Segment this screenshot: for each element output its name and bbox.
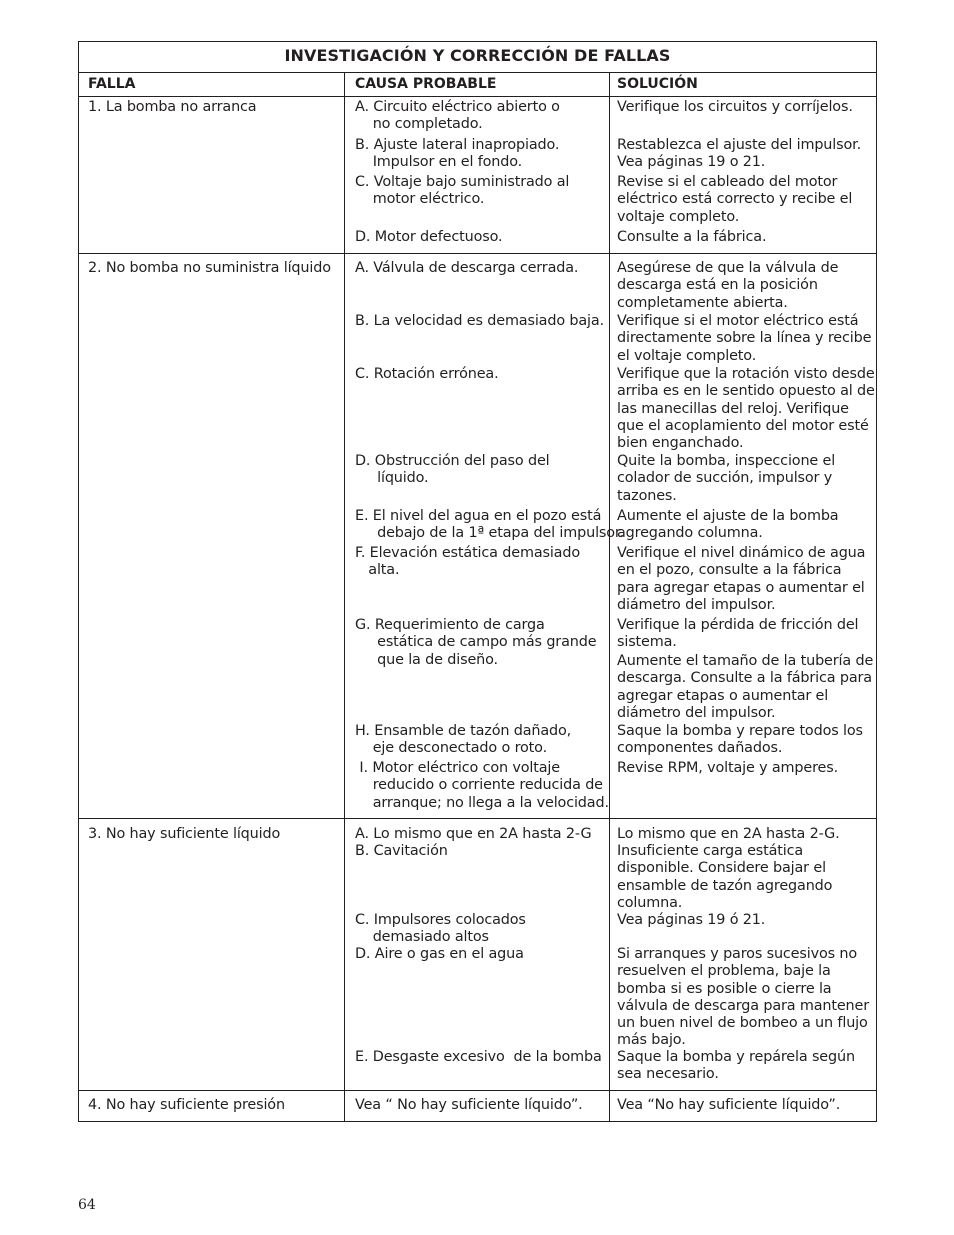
header-falla: FALLA — [88, 76, 136, 92]
solucion-item: Si arranques y paros sucesivos no resuelven el problema, baje la bomba si es posible o cierre la válvula de descarga para mantener un buen nivel de bombeo a un flujo más bajo. — [617, 946, 869, 1049]
table-border-right — [876, 41, 877, 1122]
solucion-item: Verifique el nivel dinámico de agua en el pozo, consulte a la fábrica para agregar etapas o aumentar el diámetro del impulsor. — [617, 545, 866, 613]
causa-item: H. Ensamble de tazón dañado, eje desconectado o roto. — [355, 723, 572, 757]
table-border-bottom — [78, 1121, 877, 1122]
title-divider — [78, 72, 877, 73]
causa-item: G. Requerimiento de carga estática de campo más grande que la de diseño. — [355, 617, 597, 668]
causa-item: Vea “ No hay suficiente líquido”. — [355, 1097, 583, 1113]
table-title: INVESTIGACIÓN Y CORRECCIÓN DE FALLAS — [284, 46, 671, 65]
solucion-item: Vea “No hay suficiente líquido”. — [617, 1097, 841, 1113]
causa-item: A. Válvula de descarga cerrada. — [355, 260, 579, 276]
causa-item: B. Cavitación — [355, 843, 448, 859]
causa-item: D. Aire o gas en el agua — [355, 946, 524, 962]
solucion-item: Verifique los circuitos y corríjelos. — [617, 99, 853, 115]
causa-item: D. Motor defectuoso. — [355, 229, 503, 245]
solucion-item: Restablezca el ajuste del impulsor. Vea páginas 19 o 21. — [617, 137, 861, 171]
solucion-item: Saque la bomba y repare todos los componentes dañados. — [617, 723, 863, 757]
causa-item: C. Impulsores colocados demasiado altos — [355, 912, 526, 946]
row-divider — [78, 818, 877, 819]
causa-item: C. Rotación errónea. — [355, 366, 499, 382]
falla-cell: 2. No bomba no suministra líquido — [88, 260, 331, 276]
causa-item: F. Elevación estática demasiado alta. — [355, 545, 580, 579]
solucion-item: Verifique la pérdida de fricción del sistema. — [617, 617, 859, 651]
solucion-item: Consulte a la fábrica. — [617, 229, 767, 245]
causa-item: A. Circuito eléctrico abierto o no completado. — [355, 99, 560, 133]
page-number: 64 — [78, 1197, 96, 1213]
solucion-item: Vea páginas 19 ó 21. — [617, 912, 766, 928]
causa-item: C. Voltaje bajo suministrado al motor eléctrico. — [355, 174, 570, 208]
solucion-item: Revise RPM, voltaje y amperes. — [617, 760, 839, 776]
falla-cell: 4. No hay suficiente presión — [88, 1097, 285, 1113]
causa-item: B. La velocidad es demasiado baja. — [355, 313, 604, 329]
solucion-item: Revise si el cableado del motor eléctrico está correcto y recibe el voltaje completo. — [617, 174, 853, 225]
causa-item: E. El nivel del agua en el pozo está debajo de la 1ª etapa del impulsor. — [355, 508, 624, 542]
table-border-left — [78, 41, 79, 1122]
header-solucion: SOLUCIÓN — [617, 76, 698, 92]
solucion-item: Aumente el ajuste de la bomba agregando columna. — [617, 508, 839, 542]
solucion-item: Saque la bomba y repárela según sea necesario. — [617, 1049, 855, 1083]
header-causa: CAUSA PROBABLE — [355, 76, 497, 92]
solucion-item: Lo mismo que en 2A hasta 2-G. — [617, 826, 840, 842]
row-divider — [78, 1090, 877, 1091]
column-divider — [344, 72, 345, 1122]
table-border-top — [78, 41, 877, 42]
causa-item: A. Lo mismo que en 2A hasta 2-G — [355, 826, 592, 842]
column-divider — [609, 72, 610, 1122]
causa-item: D. Obstrucción del paso del líquido. — [355, 453, 550, 487]
causa-item: E. Desgaste excesivo de la bomba — [355, 1049, 602, 1065]
falla-cell: 3. No hay suficiente líquido — [88, 826, 281, 842]
solucion-item: Aumente el tamaño de la tubería de descarga. Consulte a la fábrica para agregar etapas o aumentar el diámetro del impulsor. — [617, 653, 874, 721]
solucion-item: Asegúrese de que la válvula de descarga está en la posición completamente abierta. — [617, 260, 839, 311]
row-divider — [78, 253, 877, 254]
solucion-item: Insuficiente carga estática disponible. Considere bajar el ensamble de tazón agregando columna. — [617, 843, 833, 911]
falla-cell: 1. La bomba no arranca — [88, 99, 257, 115]
solucion-item: Quite la bomba, inspeccione el colador de succión, impulsor y tazones. — [617, 453, 836, 504]
solucion-item: Verifique si el motor eléctrico está directamente sobre la línea y recibe el voltaje completo. — [617, 313, 872, 364]
header-divider — [78, 96, 877, 97]
causa-item: I. Motor eléctrico con voltaje reducido o corriente reducida de arranque; no llega a la velocidad. — [359, 760, 609, 811]
causa-item: B. Ajuste lateral inapropiado. Impulsor en el fondo. — [355, 137, 560, 171]
solucion-item: Verifique que la rotación visto desde arriba es en le sentido opuesto al de las manecillas del reloj. Verifique que el acoplamiento del motor esté bien enganchado. — [617, 366, 875, 452]
